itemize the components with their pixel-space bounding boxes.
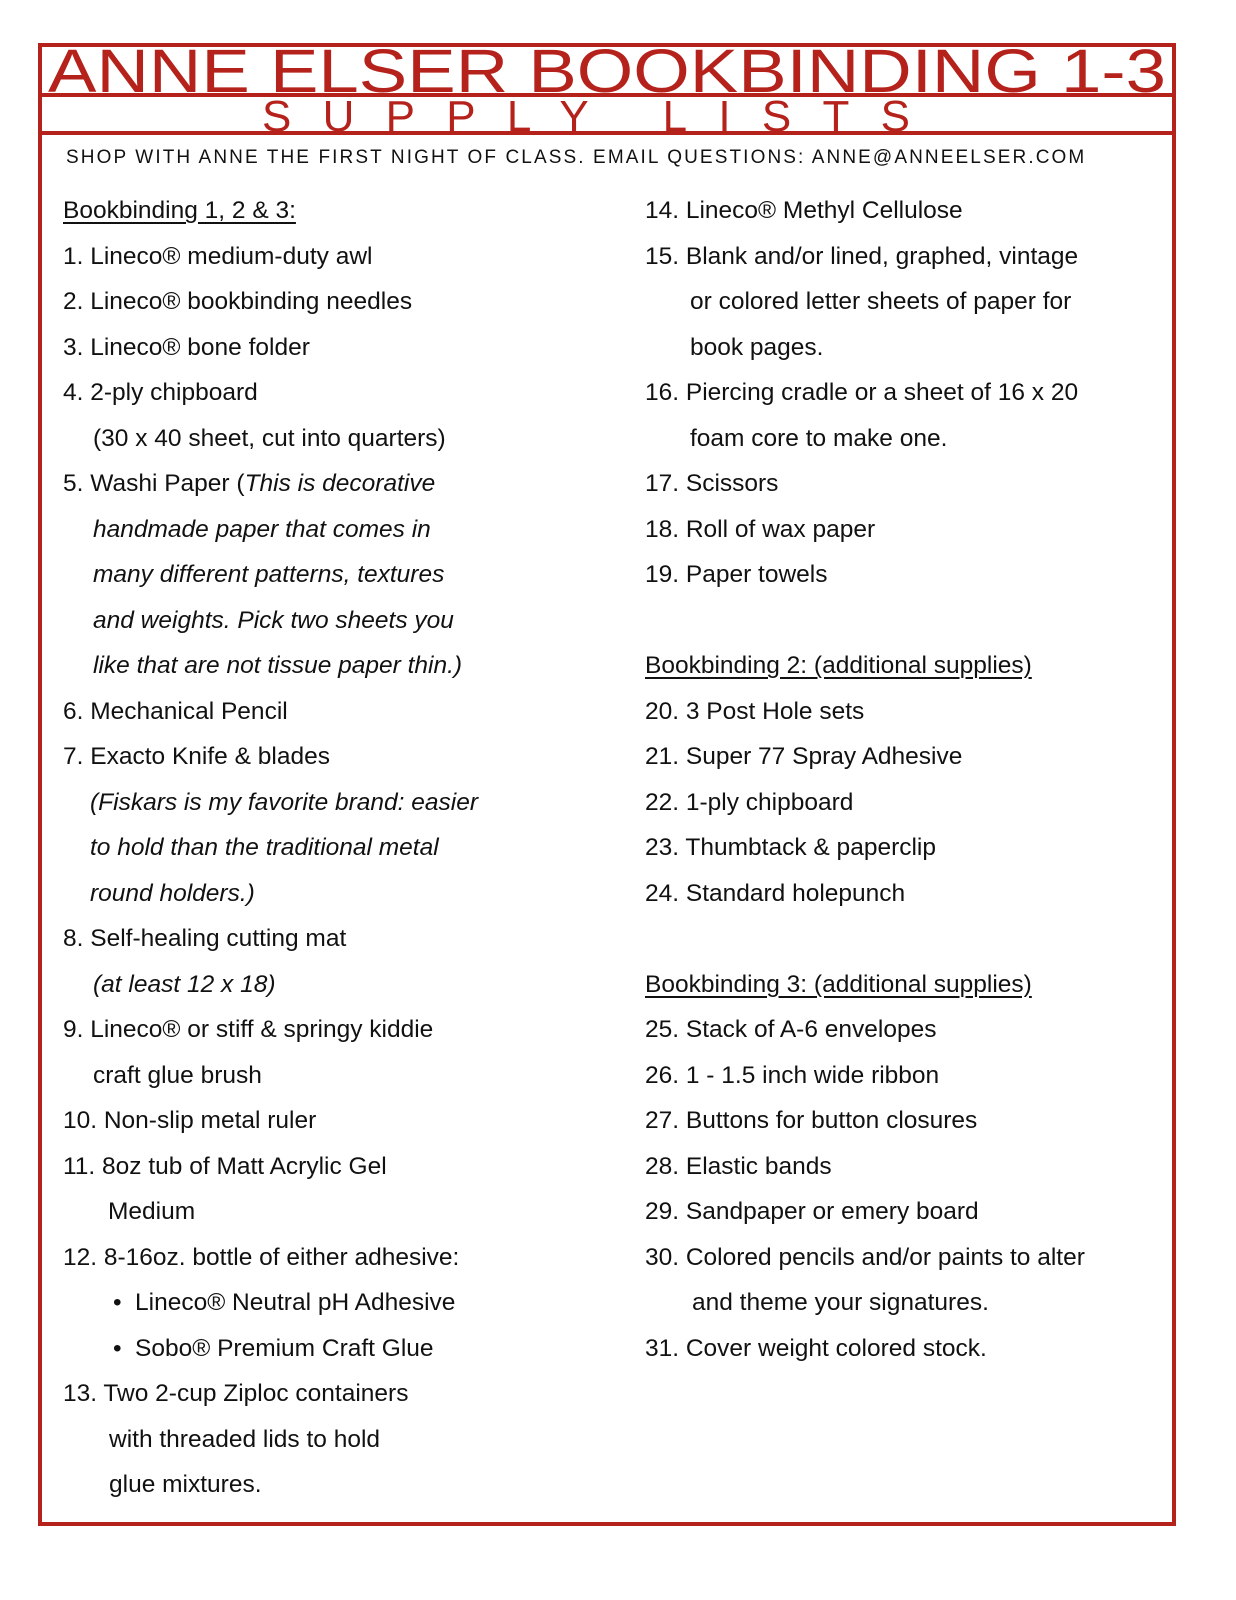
list-item: 11. 8oz tub of Matt Acrylic Gel: [63, 1152, 387, 1180]
bullet-text: Lineco® Neutral pH Adhesive: [135, 1289, 456, 1316]
list-item-continued: and weights. Pick two sheets you: [93, 606, 454, 634]
list-item: 4. 2-ply chipboard: [63, 379, 258, 406]
section-heading: Bookbinding 3: (additional supplies): [645, 970, 1032, 998]
list-item: 27. Buttons for button closures: [645, 1107, 978, 1134]
list-item-continued: round holders.): [90, 879, 255, 907]
list-item: 2. Lineco® bookbinding needles: [63, 288, 413, 315]
bullet-item: [113, 1326, 434, 1372]
page-title: ANNE ELSER BOOKBINDING 1-3: [48, 37, 1166, 105]
list-item-continued: or colored letter sheets of paper for: [690, 288, 1072, 315]
item-note: This is decorative: [244, 470, 436, 497]
list-item: 15. Blank and/or lined, graphed, vintage: [645, 242, 1079, 270]
list-item: 18. Roll of wax paper: [645, 515, 876, 543]
title-banner: [0, 0, 1236, 140]
section-heading: Bookbinding 2: (additional supplies): [645, 652, 1032, 679]
list-item: 16. Piercing cradle or a sheet of 16 x 20: [645, 379, 1079, 406]
list-item: 9. Lineco® or stiff & springy kiddie: [63, 1016, 434, 1043]
list-item-continued: and theme your signatures.: [692, 1289, 989, 1316]
bullet-icon: •: [113, 1334, 122, 1362]
list-item: 14. Lineco® Methyl Cellulose: [645, 197, 963, 224]
list-item: 28. Elastic bands: [645, 1152, 832, 1180]
list-item: 17. Scissors: [645, 470, 779, 497]
list-item: 23. Thumbtack & paperclip: [645, 834, 936, 861]
section-heading: Bookbinding 1, 2 & 3:: [63, 197, 296, 224]
list-item-continued: (Fiskars is my favorite brand: easier: [90, 788, 479, 816]
list-item-continued: to hold than the traditional metal: [90, 834, 439, 861]
list-item: [63, 461, 435, 507]
list-item-continued: with threaded lids to hold: [109, 1425, 381, 1453]
list-item: 26. 1 - 1.5 inch wide ribbon: [645, 1061, 940, 1089]
list-item: 22. 1-ply chipboard: [645, 788, 854, 816]
tagline: SHOP WITH ANNE THE FIRST NIGHT OF CLASS. EMAIL QUESTIONS: ANNE@ANNEELSER.COM: [66, 147, 1087, 168]
list-item: 7. Exacto Knife & blades: [63, 743, 330, 770]
list-item: 20. 3 Post Hole sets: [645, 697, 865, 725]
list-item-continued: like that are not tissue paper thin.): [93, 652, 463, 679]
list-item-continued: handmade paper that comes in: [93, 515, 431, 543]
list-item-continued: (at least 12 x 18): [93, 970, 276, 998]
list-item: 13. Two 2-cup Ziploc containers: [63, 1380, 409, 1407]
page-subtitle: SUPPLY LISTS: [262, 92, 910, 140]
list-item: 19. Paper towels: [645, 561, 828, 588]
list-item: 25. Stack of A-6 envelopes: [645, 1016, 937, 1043]
list-item-continued: (30 x 40 sheet, cut into quarters): [93, 424, 446, 452]
list-item: 1. Lineco® medium-duty awl: [63, 242, 373, 270]
list-item: 24. Standard holepunch: [645, 879, 906, 907]
bullet-text: Sobo® Premium Craft Glue: [135, 1334, 434, 1362]
list-item-continued: Medium: [108, 1198, 196, 1225]
list-item: 21. Super 77 Spray Adhesive: [645, 743, 963, 770]
list-item: 30. Colored pencils and/or paints to alter: [645, 1243, 1085, 1271]
list-item: 31. Cover weight colored stock.: [645, 1334, 987, 1362]
left-column: [63, 188, 623, 1508]
list-item: 10. Non-slip metal ruler: [63, 1107, 317, 1134]
list-item: 29. Sandpaper or emery board: [645, 1198, 979, 1225]
list-item-continued: many different patterns, textures: [93, 561, 445, 588]
list-item: 3. Lineco® bone folder: [63, 333, 310, 361]
bullet-icon: •: [113, 1289, 122, 1316]
right-column: [645, 188, 1160, 1508]
list-item-continued: craft glue brush: [93, 1061, 262, 1089]
list-item-continued: book pages.: [690, 333, 824, 361]
list-item: 12. 8-16oz. bottle of either adhesive:: [63, 1243, 460, 1271]
list-item: 6. Mechanical Pencil: [63, 697, 288, 725]
list-item-continued: glue mixtures.: [109, 1471, 262, 1498]
bullet-item: [113, 1280, 455, 1326]
item-text: 5. Washi Paper (: [63, 470, 245, 497]
list-item-continued: foam core to make one.: [690, 424, 948, 452]
list-item: 8. Self-healing cutting mat: [63, 925, 347, 952]
